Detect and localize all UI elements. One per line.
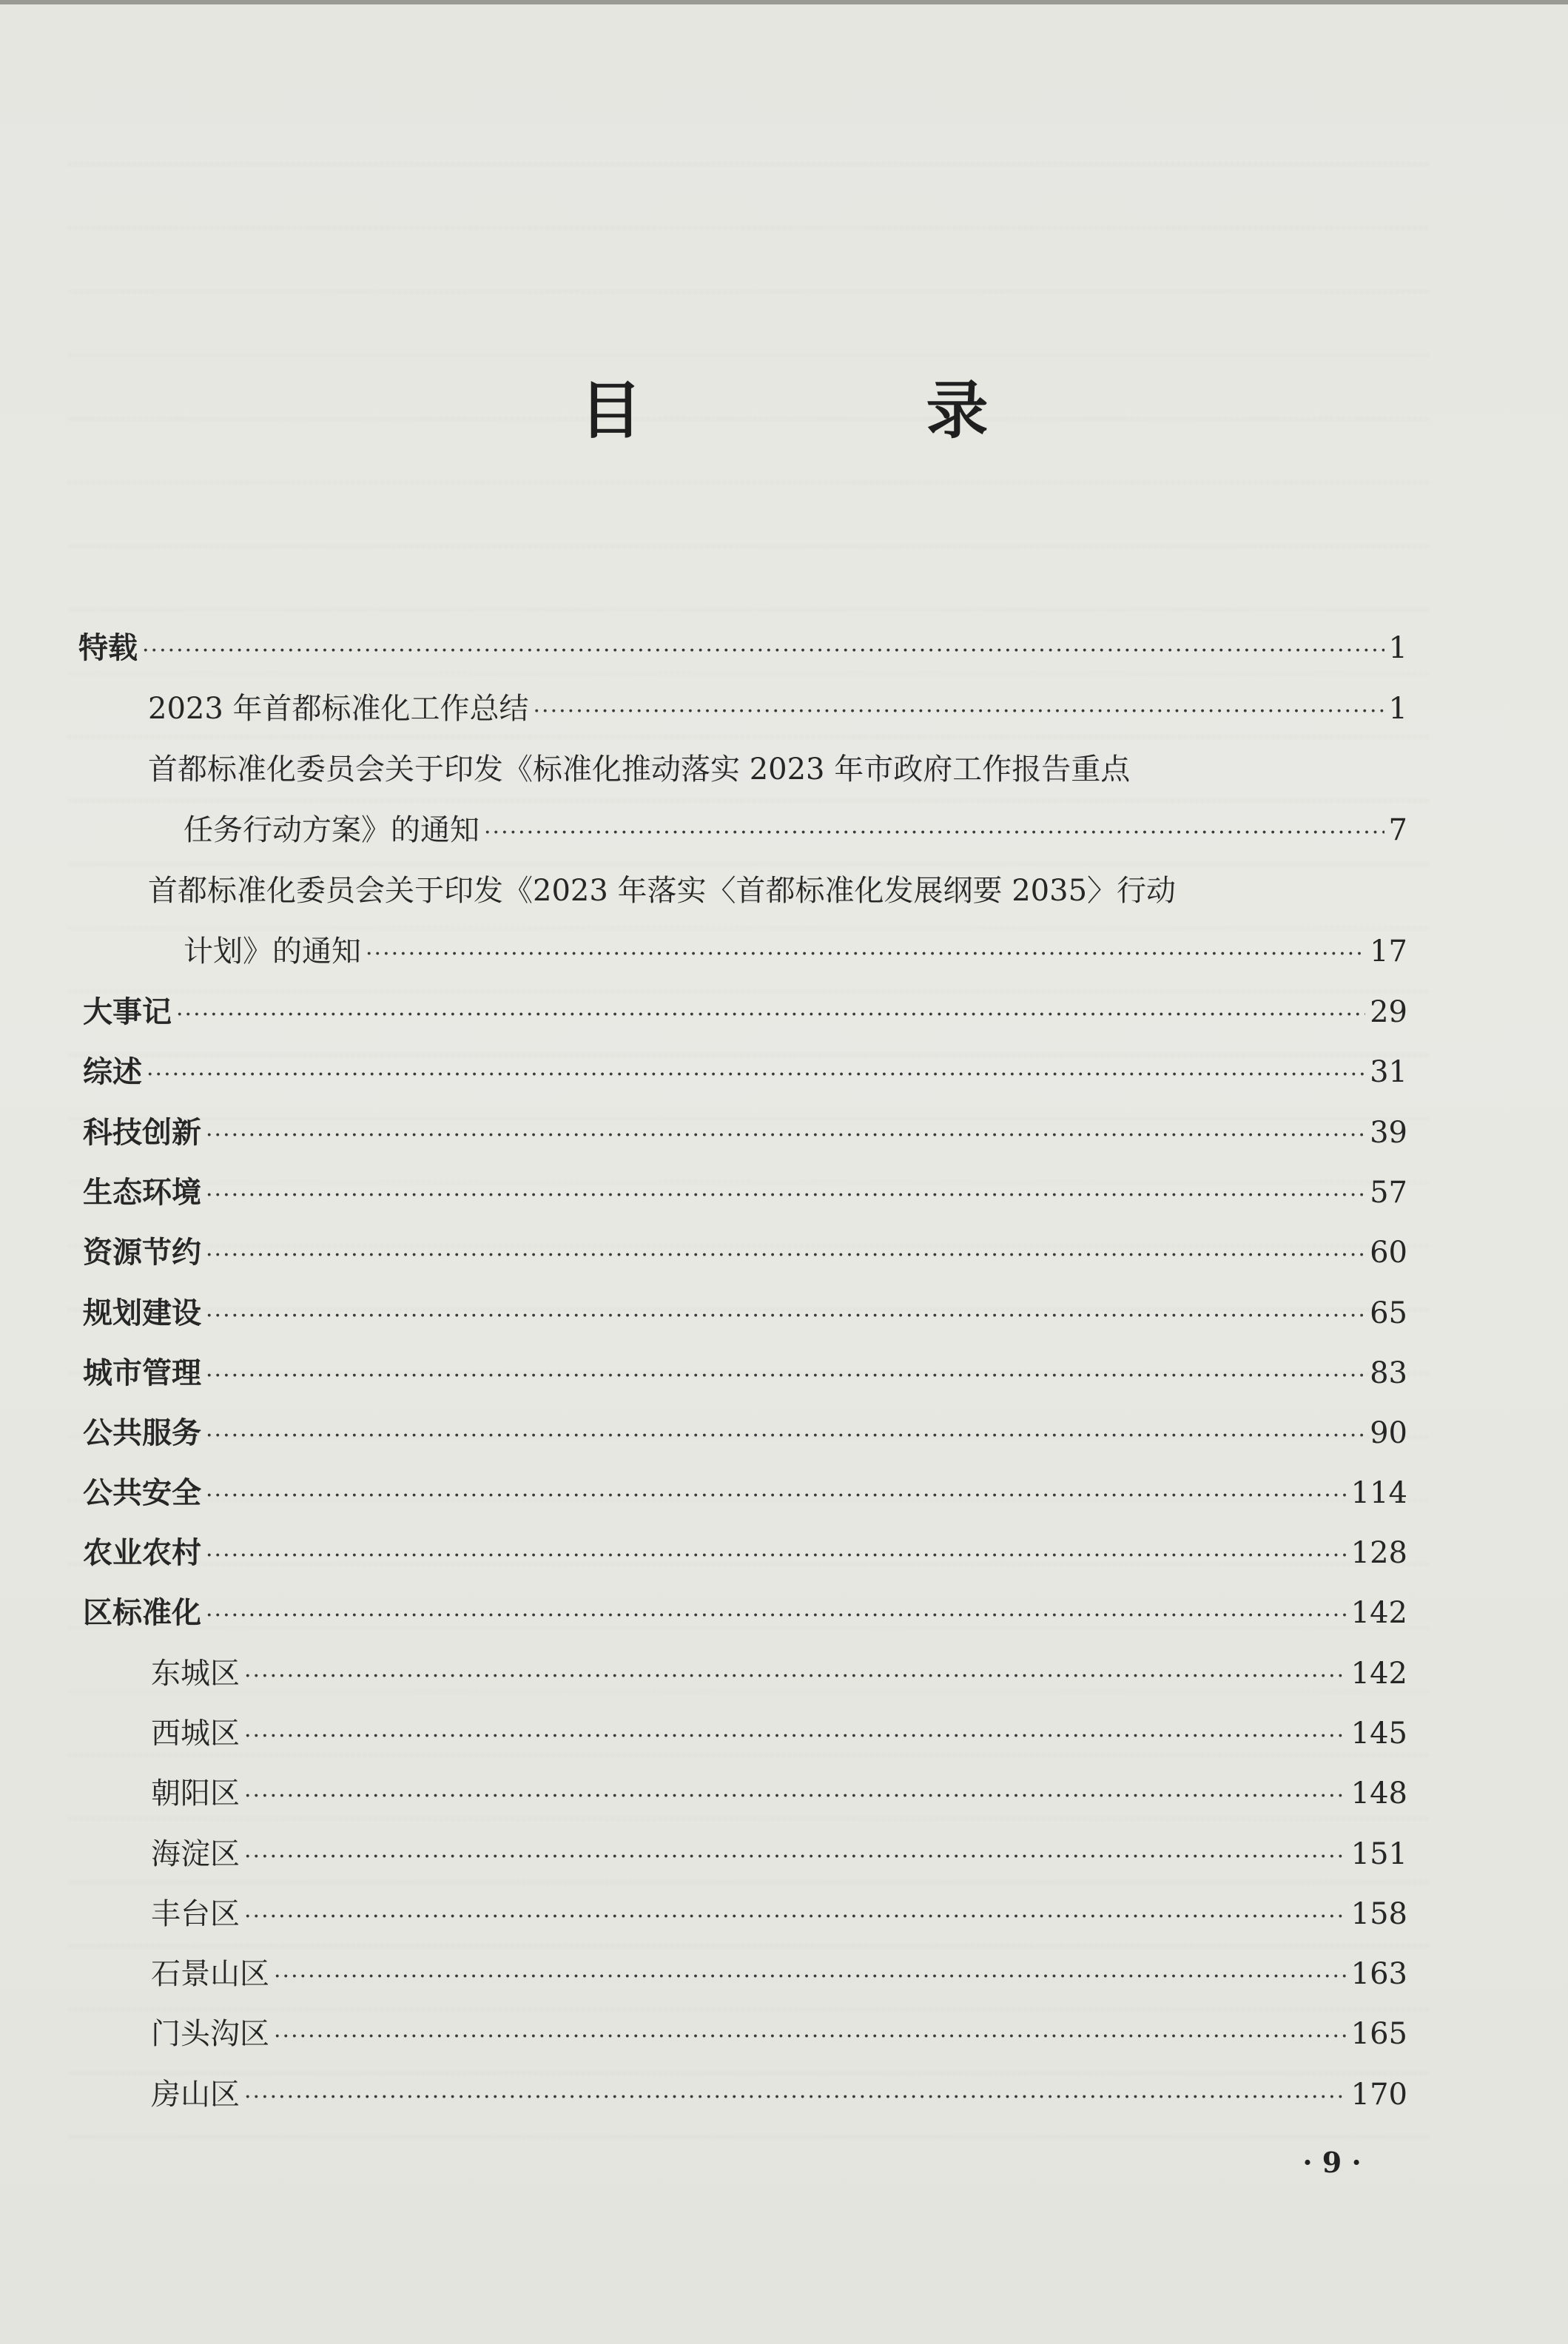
toc-dot-leader: [206, 1415, 1365, 1457]
toc-entry[interactable]: [184, 809, 1407, 854]
toc-dot-leader: [244, 1896, 1347, 1938]
toc-page-number: 114: [1350, 1476, 1407, 1510]
toc-page-number: 65: [1370, 1296, 1407, 1330]
toc-page-number: 158: [1350, 1897, 1407, 1931]
toc-entry[interactable]: [83, 1051, 1407, 1096]
toc-page-number: 60: [1370, 1236, 1407, 1270]
toc-entry-label: 西城区: [151, 1717, 240, 1751]
toc-page-number: 39: [1370, 1116, 1407, 1150]
toc-page-number: 7: [1388, 813, 1407, 847]
toc-page-number: 142: [1350, 1657, 1407, 1691]
toc-dot-leader: [142, 630, 1384, 672]
toc-dot-leader: [206, 1475, 1347, 1517]
toc-dot-leader: [176, 994, 1365, 1036]
toc-entry-label: 公共安全: [83, 1476, 201, 1510]
toc-entry-label: 丰台区: [151, 1897, 240, 1931]
toc-page-number: 1: [1388, 631, 1407, 665]
toc-entry-label: 2023 年首都标准化工作总结: [148, 692, 529, 726]
toc-dot-leader: [206, 1175, 1365, 1216]
toc-entry[interactable]: [83, 1232, 1407, 1276]
toc-entry[interactable]: [78, 627, 1407, 672]
toc-entry-label: 门头沟区: [151, 2017, 269, 2051]
toc-entry-label: 朝阳区: [151, 1776, 240, 1811]
toc-entry[interactable]: [83, 1592, 1407, 1637]
toc-entry-label: 区标准化: [83, 1596, 201, 1630]
toc-dot-leader: [206, 1296, 1365, 1337]
toc-entry[interactable]: [83, 1112, 1407, 1156]
toc-entry-label: 农业农村: [83, 1536, 201, 1570]
toc-page-number: 145: [1350, 1717, 1407, 1751]
toc-entry-first-line: 首都标准化委员会关于印发《2023 年落实〈首都标准化发展纲要 2035〉行动: [148, 874, 1177, 908]
toc-entry[interactable]: [83, 1172, 1407, 1216]
toc-entry-label: 城市管理: [83, 1356, 201, 1390]
toc-entry-label: 科技创新: [83, 1116, 201, 1150]
toc-entry[interactable]: [148, 688, 1407, 732]
toc-dot-leader: [206, 1355, 1365, 1397]
toc-entry[interactable]: [83, 1412, 1407, 1457]
toc-entry[interactable]: [151, 1833, 1407, 1878]
toc-page-number: 163: [1350, 1957, 1407, 1991]
toc-entry-first-line: 首都标准化委员会关于印发《标准化推动落实 2023 年市政府工作报告重点: [148, 752, 1131, 787]
toc-entry[interactable]: [83, 1353, 1407, 1397]
toc-dot-leader: [244, 1836, 1347, 1878]
toc-dot-leader: [206, 1115, 1365, 1156]
toc-page-number: 1: [1388, 692, 1407, 726]
toc-entry[interactable]: [151, 1893, 1407, 1938]
toc-page-number: 151: [1350, 1837, 1407, 1871]
toc-page-number: 29: [1370, 995, 1407, 1029]
toc-entry[interactable]: [83, 1293, 1407, 1337]
toc-entry-label: 任务行动方案》的通知: [184, 813, 480, 847]
toc-page-number: 17: [1370, 934, 1407, 969]
toc-entry-label: 大事记: [83, 995, 172, 1029]
toc-entry[interactable]: [184, 931, 1407, 975]
toc-dot-leader: [206, 1535, 1347, 1577]
page-folio-number: · 9 ·: [1302, 2146, 1362, 2179]
toc-dot-leader: [274, 1956, 1347, 1998]
toc-page-number: 165: [1350, 2017, 1407, 2051]
toc-entry-label: 房山区: [151, 2078, 240, 2112]
toc-dot-leader: [274, 2016, 1347, 2058]
toc-entry[interactable]: [151, 1773, 1407, 1817]
toc-entry[interactable]: [151, 1713, 1407, 1757]
toc-dot-leader: [484, 812, 1384, 854]
toc-page-number: 148: [1350, 1776, 1407, 1811]
page-title: 目 录: [579, 374, 1100, 447]
toc-dot-leader: [244, 1776, 1347, 1817]
toc-entry-label: 石景山区: [151, 1957, 269, 1991]
toc-entry-label: 特载: [78, 631, 138, 665]
toc-dot-leader: [244, 1656, 1347, 1697]
toc-entry-label: 计划》的通知: [184, 934, 361, 969]
toc-page-number: 57: [1370, 1176, 1407, 1210]
toc-entry-label: 海淀区: [151, 1837, 240, 1871]
toc-entry[interactable]: [151, 2074, 1407, 2118]
toc-dot-leader: [206, 1595, 1347, 1637]
toc-entry[interactable]: [151, 2013, 1407, 2058]
toc-entry[interactable]: [83, 1472, 1407, 1517]
toc-dot-leader: [147, 1054, 1365, 1096]
page-top-edge: [0, 0, 1568, 4]
toc-dot-leader: [206, 1235, 1365, 1276]
toc-entry[interactable]: [83, 991, 1407, 1036]
toc-entry[interactable]: [83, 1532, 1407, 1577]
toc-entry[interactable]: [151, 1653, 1407, 1697]
toc-dot-leader: [366, 934, 1365, 975]
toc-entry-label: 综述: [83, 1055, 142, 1089]
toc-page-number: 170: [1350, 2078, 1407, 2112]
toc-dot-leader: [244, 1716, 1347, 1757]
toc-page-number: 142: [1350, 1596, 1407, 1630]
toc-dot-leader: [534, 691, 1384, 732]
toc-entry-label: 东城区: [151, 1657, 240, 1691]
toc-page-number: 83: [1370, 1356, 1407, 1390]
toc-entry-label: 规划建设: [83, 1296, 201, 1330]
toc-entry[interactable]: [151, 1953, 1407, 1998]
toc-dot-leader: [244, 2077, 1347, 2118]
toc-entry-label: 资源节约: [83, 1236, 201, 1270]
toc-entry-label: 生态环境: [83, 1176, 201, 1210]
toc-page-number: 90: [1370, 1416, 1407, 1450]
toc-entry-label: 公共服务: [83, 1416, 201, 1450]
toc-page-number: 31: [1370, 1055, 1407, 1089]
toc-page-number: 128: [1350, 1536, 1407, 1570]
